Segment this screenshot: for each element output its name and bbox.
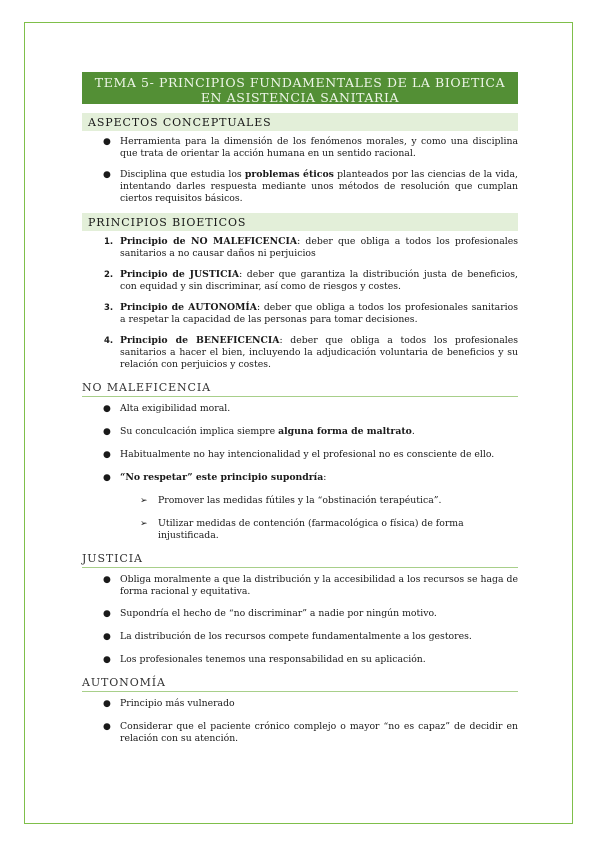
list-item: ● Disciplina que estudia los problemas éticos planteados por las ciencias de la vida, intentando darles respuesta mediante unos métodos de resolución que cumplan ciertos requisitos básicos.	[103, 169, 519, 204]
list-item: ● La distribución de los recursos compete fundamentalmente a los gestores.	[103, 631, 472, 642]
no-maleficencia-sublist	[82, 495, 518, 542]
list-item: 4. Principio de BENEFICENCIA: deber que obliga a todos los profesionales sanitarios a hacer el bien, incluyendo la adjudicación voluntaria de beneficios y su relación con perjuicios y costes.	[104, 335, 518, 370]
list-item: 2. Principio de JUSTICIA: deber que garantiza la distribución justa de beneficios, con equidad y sin discriminar, así como de riesgos y costes.	[104, 269, 518, 292]
bullet-icon: ●	[103, 632, 111, 642]
list-item: ● Considerar que el paciente crónico complejo o mayor “no es capaz” de decidir en relación con su atención.	[103, 721, 518, 744]
bullet-icon: ●	[103, 450, 111, 460]
list-number: 2.	[104, 270, 114, 280]
arrow-bullet-icon: ➢	[140, 519, 148, 529]
bullet-icon: ●	[103, 427, 111, 437]
sublist-item: ➢ Promover las medidas fútiles y la “obstinación terapéutica”.	[140, 495, 442, 506]
bullet-icon: ●	[103, 170, 111, 180]
aspectos-list	[82, 136, 518, 205]
list-number: 4.	[104, 336, 114, 346]
document-title: TEMA 5- PRINCIPIOS FUNDAMENTALES DE LA BIOETICA EN ASISTENCIA SANITARIA	[82, 72, 518, 104]
bullet-icon: ●	[103, 404, 111, 414]
sublist-item: ➢ Utilizar medidas de contención (farmacológica o física) de forma injustificada.	[140, 518, 464, 541]
list-item: ● Supondría el hecho de “no discriminar” a nadie por ningún motivo.	[103, 608, 437, 619]
list-item: ● Herramienta para la dimensión de los fenómenos morales, y como una disciplina que trata de orientar la acción humana en un sentido racional.	[103, 136, 518, 159]
bullet-icon: ●	[103, 473, 111, 483]
bullet-icon: ●	[103, 137, 111, 147]
bullet-icon: ●	[103, 575, 111, 585]
list-number: 3.	[104, 303, 114, 313]
section-heading-autonomia: AUTONOMÍA	[82, 673, 518, 692]
autonomia-list	[82, 698, 518, 745]
justicia-list	[82, 574, 518, 666]
bullet-icon: ●	[103, 699, 111, 709]
list-item: ● Alta exigibilidad moral.	[103, 403, 231, 414]
arrow-bullet-icon: ➢	[140, 496, 148, 506]
document-content	[82, 72, 518, 745]
list-number: 1.	[104, 237, 114, 247]
no-maleficencia-list	[82, 403, 518, 484]
list-item: ● “No respetar” este principio supondría:	[103, 472, 327, 483]
section-heading-no-maleficencia: NO MALEFICENCIA	[82, 378, 518, 397]
list-item: 1. Principio de NO MALEFICENCIA: deber que obliga a todos los profesionales sanitarios a no causar daños ni perjuicios	[104, 236, 518, 259]
list-item: 3. Principio de AUTONOMÍA: deber que obliga a todos los profesionales sanitarios a respetar la capacidad de las personas para tomar decisiones.	[104, 302, 518, 325]
bullet-icon: ●	[103, 722, 111, 732]
principios-list	[82, 236, 518, 371]
list-item: ● Obliga moralmente a que la distribución y la accesibilidad a los recursos se haga de forma racional y equitativa.	[103, 574, 518, 597]
bullet-icon: ●	[103, 655, 111, 665]
section-heading-aspectos: ASPECTOS CONCEPTUALES	[82, 113, 518, 131]
list-item: ● Su conculcación implica siempre alguna forma de maltrato.	[103, 426, 415, 437]
bullet-icon: ●	[103, 609, 111, 619]
section-heading-principios: PRINCIPIOS BIOETICOS	[82, 213, 518, 231]
list-item: ● Principio más vulnerado	[103, 698, 235, 709]
list-item: ● Habitualmente no hay intencionalidad y el profesional no es consciente de ello.	[103, 449, 495, 460]
list-item: ● Los profesionales tenemos una responsabilidad en su aplicación.	[103, 654, 426, 665]
section-heading-justicia: JUSTICIA	[82, 549, 518, 568]
